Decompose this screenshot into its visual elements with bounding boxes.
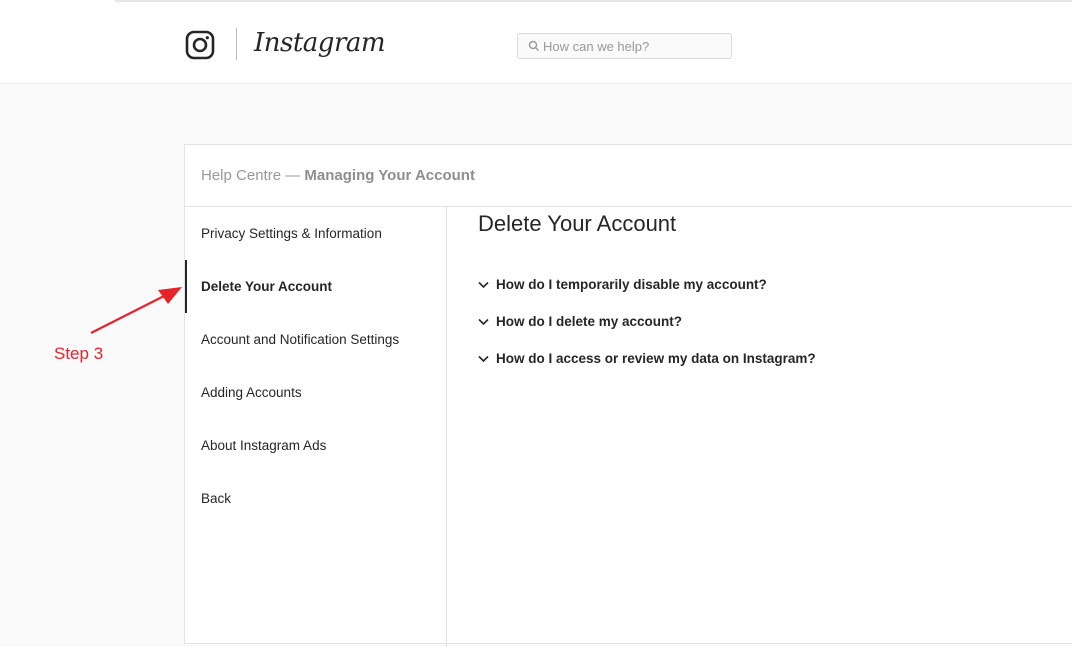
chevron-down-icon bbox=[478, 281, 489, 289]
faq-question: How do I temporarily disable my account? bbox=[496, 277, 767, 292]
search-input[interactable] bbox=[543, 37, 723, 55]
sidebar-item-instagram-ads[interactable]: About Instagram Ads bbox=[201, 438, 327, 453]
instagram-wordmark[interactable]: Instagram bbox=[254, 28, 386, 58]
breadcrumb-separator: — bbox=[285, 167, 301, 184]
help-search[interactable] bbox=[517, 33, 732, 59]
sidebar-item-back[interactable]: Back bbox=[201, 491, 232, 506]
sidebar-item-account-notification-settings[interactable]: Account and Notification Settings bbox=[201, 332, 400, 347]
faq-question: How do I access or review my data on Instagram? bbox=[496, 351, 816, 366]
sidebar-item-privacy-settings[interactable]: Privacy Settings & Information bbox=[201, 226, 382, 241]
chevron-down-icon bbox=[478, 355, 489, 363]
site-header bbox=[0, 6, 1072, 84]
help-panel bbox=[184, 144, 1072, 644]
faq-item-access-data[interactable] bbox=[478, 348, 1038, 370]
sidebar-nav bbox=[185, 207, 447, 647]
instagram-camera-icon[interactable] bbox=[185, 30, 215, 60]
breadcrumb-root[interactable]: Help Centre bbox=[201, 167, 282, 184]
chevron-down-icon bbox=[478, 318, 489, 326]
faq-item-disable-account[interactable] bbox=[478, 274, 1038, 296]
breadcrumb bbox=[201, 167, 475, 184]
step-annotation-label: Step 3 bbox=[54, 344, 104, 363]
search-icon bbox=[528, 40, 540, 52]
sidebar-item-adding-accounts[interactable]: Adding Accounts bbox=[201, 385, 302, 400]
faq-question: How do I delete my account? bbox=[496, 314, 683, 329]
faq-item-delete-account[interactable] bbox=[478, 311, 1038, 333]
logo-divider bbox=[236, 28, 237, 60]
page-title: Delete Your Account bbox=[478, 211, 677, 236]
breadcrumb-current: Managing Your Account bbox=[304, 167, 475, 184]
panel-header bbox=[185, 145, 1072, 207]
sidebar-item-delete-account[interactable]: Delete Your Account bbox=[185, 260, 445, 313]
